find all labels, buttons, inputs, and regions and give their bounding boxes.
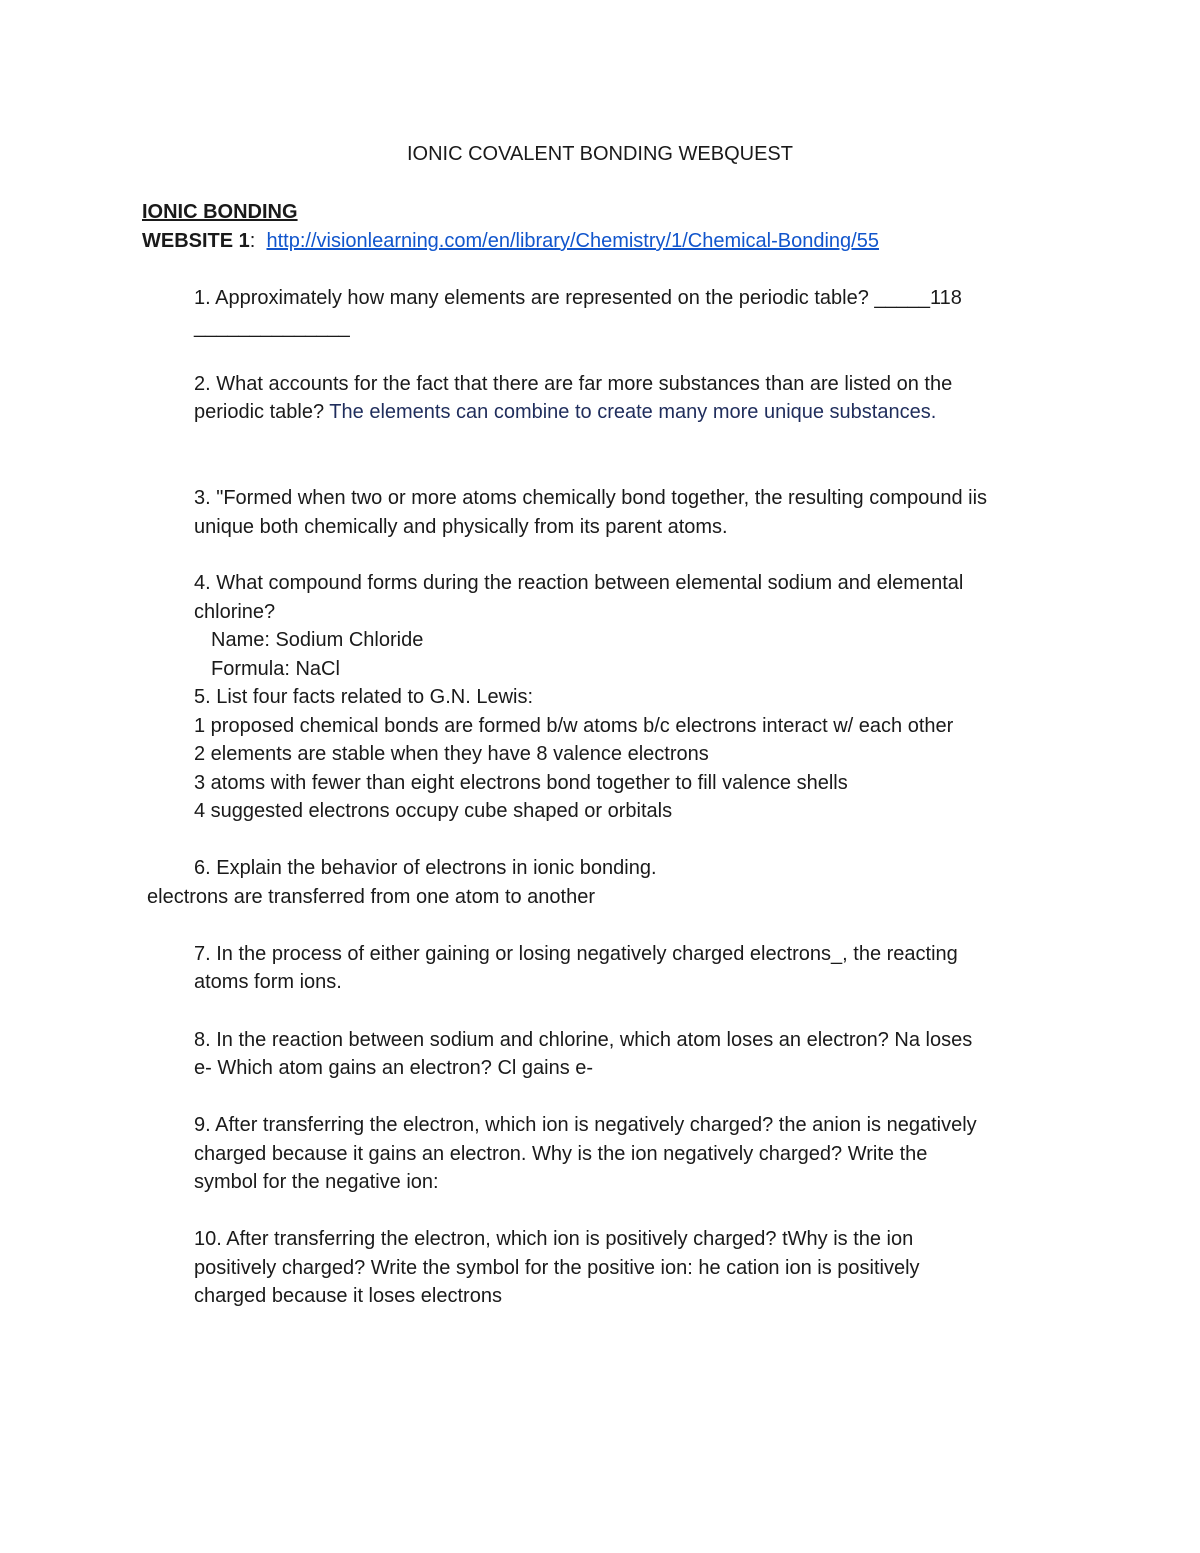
lewis-fact-2: 2 elements are stable when they have 8 valence electrons xyxy=(194,743,709,765)
question-4-line2: chlorine? xyxy=(194,601,276,623)
website-line xyxy=(142,227,879,255)
question-10-line3: charged because it loses electrons xyxy=(194,1285,502,1307)
question-1-blank: ______________ xyxy=(194,316,350,338)
question-10: 10. After transferring the electron, which ion is positively charged? tWhy is the ion xyxy=(194,1228,914,1250)
question-4: 4. What compound forms during the reaction between elemental sodium and elemental xyxy=(194,572,964,594)
question-2: 2. What accounts for the fact that there are far more substances than are listed on the xyxy=(194,373,953,395)
lewis-fact-1: 1 proposed chemical bonds are formed b/w atoms b/c electrons interact w/ each other xyxy=(194,715,954,737)
question-3: 3. "Formed when two or more atoms chemically bond together, the resulting compound iis xyxy=(194,487,988,509)
question-2-answer: The elements can combine to create many more unique substances. xyxy=(329,401,937,423)
question-6: 6. Explain the behavior of electrons in ionic bonding. xyxy=(194,857,657,879)
question-2-line2 xyxy=(194,398,936,426)
question-7: 7. In the process of either gaining or losing negatively charged electrons_, the reacting xyxy=(194,943,958,965)
question-6-answer: electrons are transferred from one atom to another xyxy=(147,886,596,908)
question-10-line2: positively charged? Write the symbol for the positive ion: he cation ion is positively xyxy=(194,1257,920,1279)
question-4-formula: Formula: NaCl xyxy=(211,658,340,680)
page-title: IONIC COVALENT BONDING WEBQUEST xyxy=(407,143,793,165)
lewis-fact-4: 4 suggested electrons occupy cube shaped or orbitals xyxy=(194,800,673,822)
question-9-line3: symbol for the negative ion: xyxy=(194,1171,439,1193)
website-colon: : xyxy=(249,230,256,252)
section-heading: IONIC BONDING xyxy=(142,201,298,223)
question-5: 5. List four facts related to G.N. Lewis: xyxy=(194,686,534,708)
question-3-line2: unique both chemically and physically from its parent atoms. xyxy=(194,516,728,538)
lewis-fact-3: 3 atoms with fewer than eight electrons bond together to fill valence shells xyxy=(194,772,848,794)
question-2-prefix: periodic table? xyxy=(194,401,330,423)
website-link[interactable]: http://visionlearning.com/en/library/Chemistry/1/Chemical-Bonding/55 xyxy=(266,230,879,252)
question-4-name: Name: Sodium Chloride xyxy=(211,629,424,651)
question-8-line2: e- Which atom gains an electron? Cl gains e- xyxy=(194,1057,594,1079)
website-label: WEBSITE 1 xyxy=(142,230,250,252)
question-8: 8. In the reaction between sodium and chlorine, which atom loses an electron? Na loses xyxy=(194,1029,973,1051)
question-9: 9. After transferring the electron, which ion is negatively charged? the anion is negatively xyxy=(194,1114,977,1136)
question-1: 1. Approximately how many elements are represented on the periodic table? _____118 xyxy=(194,287,962,309)
question-9-line2: charged because it gains an electron. Why is the ion negatively charged? Write the xyxy=(194,1143,928,1165)
question-7-line2: atoms form ions. xyxy=(194,971,342,993)
